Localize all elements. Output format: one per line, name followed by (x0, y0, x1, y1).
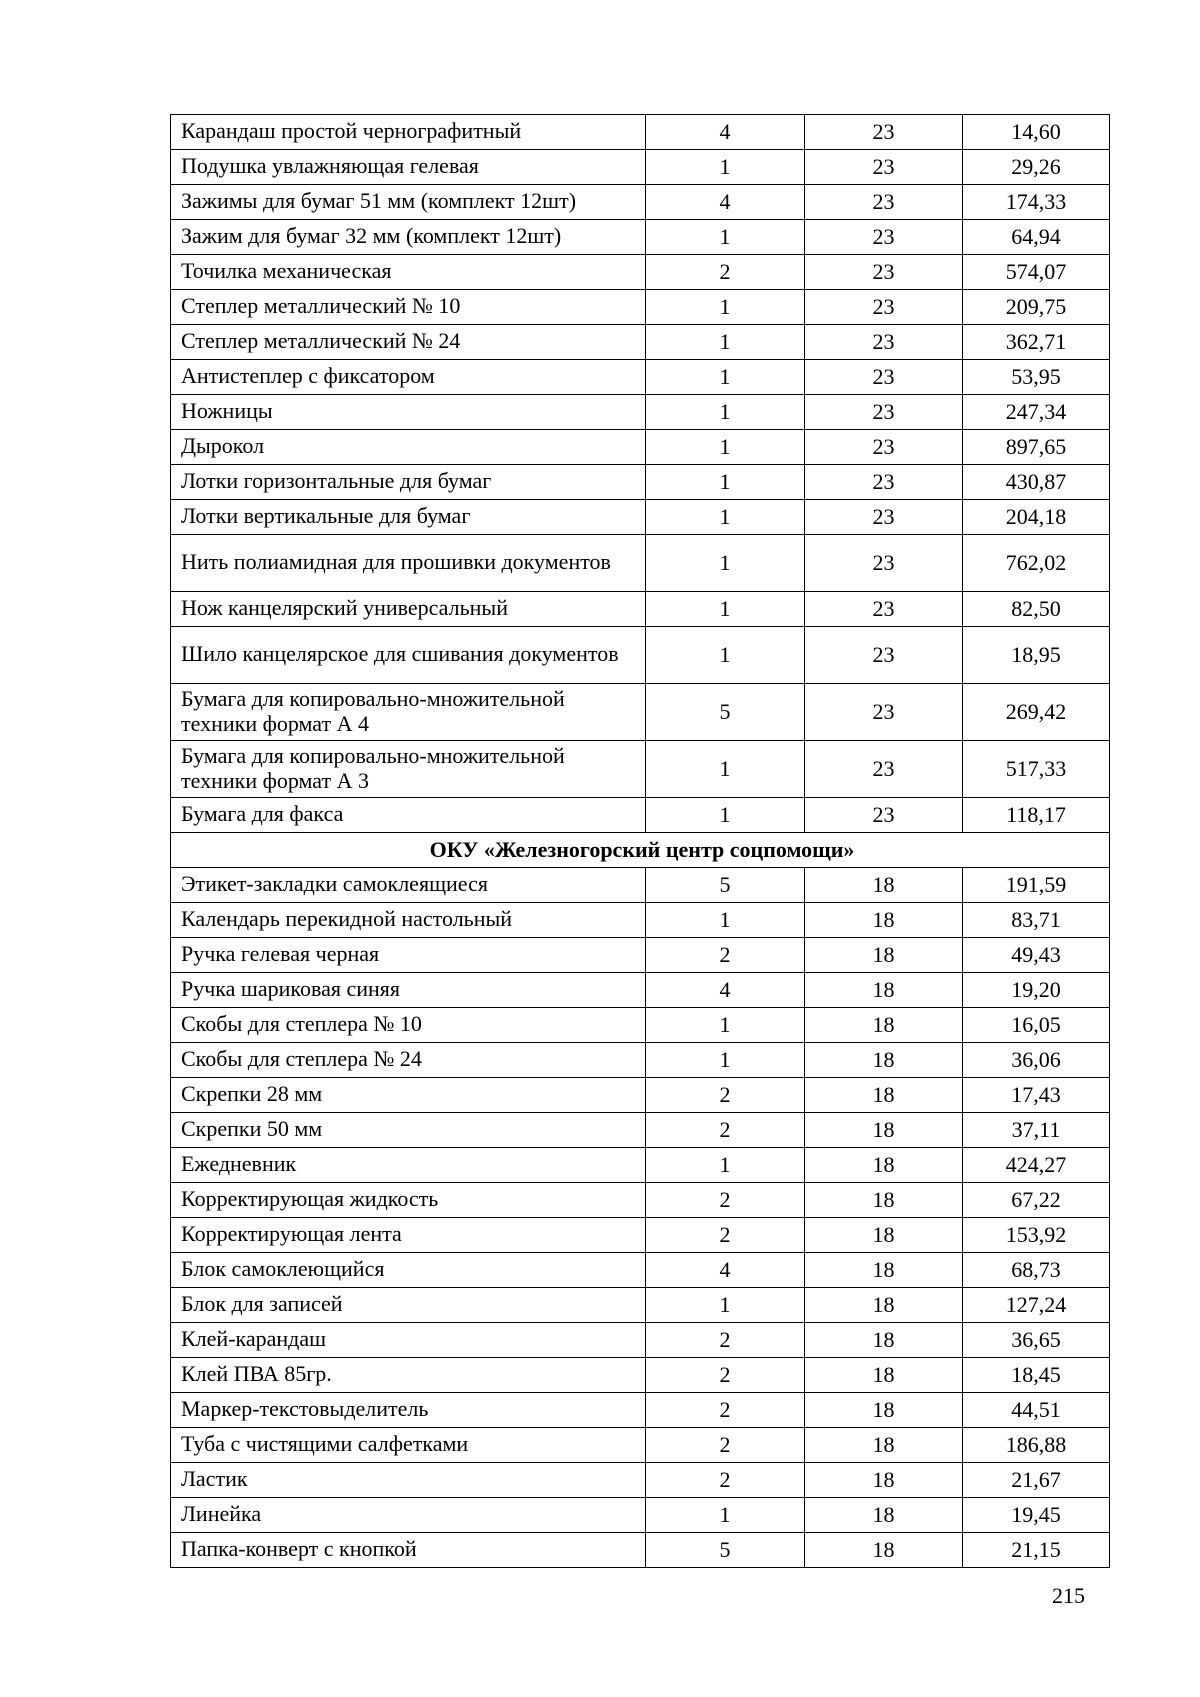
price-cell: 21,67 (963, 1463, 1110, 1498)
quantity-cell: 1 (646, 903, 805, 938)
item-name-cell: Зажимы для бумаг 51 мм (комплект 12шт) (171, 185, 646, 220)
quantity-cell: 1 (646, 1498, 805, 1533)
count-cell: 18 (805, 1148, 963, 1183)
table-row (171, 150, 1110, 185)
quantity-cell: 2 (646, 255, 805, 290)
table-row (171, 684, 1110, 741)
table-row (171, 1463, 1110, 1498)
quantity-cell: 1 (646, 741, 805, 798)
table-row (171, 938, 1110, 973)
count-cell: 23 (805, 290, 963, 325)
count-cell: 18 (805, 1183, 963, 1218)
quantity-cell: 2 (646, 1463, 805, 1498)
quantity-cell: 5 (646, 868, 805, 903)
price-cell: 67,22 (963, 1183, 1110, 1218)
count-cell: 18 (805, 1218, 963, 1253)
price-cell: 14,60 (963, 115, 1110, 150)
quantity-cell: 1 (646, 500, 805, 535)
section-header-row (171, 833, 1110, 868)
item-name-cell: Этикет-закладки самоклеящиеся (171, 868, 646, 903)
price-cell: 29,26 (963, 150, 1110, 185)
count-cell: 23 (805, 465, 963, 500)
price-cell: 209,75 (963, 290, 1110, 325)
count-cell: 18 (805, 1043, 963, 1078)
table-row (171, 395, 1110, 430)
price-cell: 269,42 (963, 684, 1110, 741)
item-name-cell: Ручка гелевая черная (171, 938, 646, 973)
table-row (171, 1428, 1110, 1463)
price-cell: 68,73 (963, 1253, 1110, 1288)
table-row (171, 360, 1110, 395)
item-name-cell: Бумага для копировально-множительной техники формат А 3 (171, 741, 646, 798)
quantity-cell: 2 (646, 1218, 805, 1253)
item-name-cell: Блок для записей (171, 1288, 646, 1323)
item-name-cell: Нож канцелярский универсальный (171, 592, 646, 627)
quantity-cell: 1 (646, 325, 805, 360)
price-cell: 17,43 (963, 1078, 1110, 1113)
table-row (171, 500, 1110, 535)
supplies-table (170, 114, 1110, 1568)
table-row (171, 1113, 1110, 1148)
table-row (171, 115, 1110, 150)
item-name-cell: Скобы для степлера № 10 (171, 1008, 646, 1043)
count-cell: 23 (805, 395, 963, 430)
price-cell: 53,95 (963, 360, 1110, 395)
count-cell: 23 (805, 115, 963, 150)
item-name-cell: Ежедневник (171, 1148, 646, 1183)
table-row (171, 290, 1110, 325)
price-cell: 191,59 (963, 868, 1110, 903)
count-cell: 18 (805, 1393, 963, 1428)
count-cell: 23 (805, 255, 963, 290)
table-row (171, 1533, 1110, 1568)
item-name-cell: Клей ПВА 85гр. (171, 1358, 646, 1393)
item-name-cell: Папка-конверт с кнопкой (171, 1533, 646, 1568)
price-cell: 19,20 (963, 973, 1110, 1008)
count-cell: 23 (805, 741, 963, 798)
quantity-cell: 1 (646, 1008, 805, 1043)
count-cell: 18 (805, 1533, 963, 1568)
item-name-cell: Скрепки 28 мм (171, 1078, 646, 1113)
quantity-cell: 1 (646, 1288, 805, 1323)
count-cell: 23 (805, 185, 963, 220)
price-cell: 44,51 (963, 1393, 1110, 1428)
quantity-cell: 1 (646, 592, 805, 627)
price-cell: 18,95 (963, 627, 1110, 684)
quantity-cell: 1 (646, 220, 805, 255)
price-cell: 424,27 (963, 1148, 1110, 1183)
price-cell: 574,07 (963, 255, 1110, 290)
quantity-cell: 2 (646, 1183, 805, 1218)
item-name-cell: Подушка увлажняющая гелевая (171, 150, 646, 185)
table-row (171, 1393, 1110, 1428)
quantity-cell: 2 (646, 938, 805, 973)
quantity-cell: 1 (646, 1148, 805, 1183)
count-cell: 18 (805, 1008, 963, 1043)
item-name-cell: Лотки вертикальные для бумаг (171, 500, 646, 535)
price-cell: 186,88 (963, 1428, 1110, 1463)
table-row (171, 741, 1110, 798)
item-name-cell: Карандаш простой чернографитный (171, 115, 646, 150)
item-name-cell: Антистеплер с фиксатором (171, 360, 646, 395)
item-name-cell: Ручка шариковая синяя (171, 973, 646, 1008)
quantity-cell: 1 (646, 627, 805, 684)
count-cell: 18 (805, 1428, 963, 1463)
count-cell: 18 (805, 903, 963, 938)
table-row (171, 1358, 1110, 1393)
table-row (171, 1498, 1110, 1533)
price-cell: 64,94 (963, 220, 1110, 255)
item-name-cell: Степлер металлический № 24 (171, 325, 646, 360)
quantity-cell: 4 (646, 1253, 805, 1288)
table-row (171, 255, 1110, 290)
page-number: 215 (1052, 1583, 1085, 1608)
count-cell: 18 (805, 1498, 963, 1533)
count-cell: 18 (805, 1113, 963, 1148)
quantity-cell: 1 (646, 290, 805, 325)
quantity-cell: 1 (646, 798, 805, 833)
count-cell: 23 (805, 325, 963, 360)
quantity-cell: 2 (646, 1113, 805, 1148)
item-name-cell: Зажим для бумаг 32 мм (комплект 12шт) (171, 220, 646, 255)
item-name-cell: Ножницы (171, 395, 646, 430)
count-cell: 23 (805, 798, 963, 833)
price-cell: 49,43 (963, 938, 1110, 973)
item-name-cell: Корректирующая жидкость (171, 1183, 646, 1218)
table-row (171, 903, 1110, 938)
price-cell: 127,24 (963, 1288, 1110, 1323)
quantity-cell: 1 (646, 465, 805, 500)
price-cell: 36,65 (963, 1323, 1110, 1358)
price-cell: 517,33 (963, 741, 1110, 798)
table-row (171, 1008, 1110, 1043)
count-cell: 23 (805, 500, 963, 535)
count-cell: 23 (805, 150, 963, 185)
price-cell: 174,33 (963, 185, 1110, 220)
price-cell: 897,65 (963, 430, 1110, 465)
price-cell: 247,34 (963, 395, 1110, 430)
quantity-cell: 2 (646, 1393, 805, 1428)
table-row (171, 868, 1110, 903)
count-cell: 18 (805, 973, 963, 1008)
price-cell: 19,45 (963, 1498, 1110, 1533)
count-cell: 23 (805, 627, 963, 684)
table-row (171, 430, 1110, 465)
item-name-cell: Календарь перекидной настольный (171, 903, 646, 938)
count-cell: 18 (805, 1463, 963, 1498)
quantity-cell: 2 (646, 1078, 805, 1113)
table-row (171, 798, 1110, 833)
count-cell: 23 (805, 684, 963, 741)
count-cell: 18 (805, 1358, 963, 1393)
price-cell: 36,06 (963, 1043, 1110, 1078)
quantity-cell: 1 (646, 360, 805, 395)
price-cell: 362,71 (963, 325, 1110, 360)
count-cell: 18 (805, 1288, 963, 1323)
item-name-cell: Степлер металлический № 10 (171, 290, 646, 325)
supplies-table-body (171, 115, 1110, 1568)
table-row (171, 1288, 1110, 1323)
price-cell: 16,05 (963, 1008, 1110, 1043)
item-name-cell: Скрепки 50 мм (171, 1113, 646, 1148)
count-cell: 18 (805, 938, 963, 973)
item-name-cell: Ластик (171, 1463, 646, 1498)
price-cell: 153,92 (963, 1218, 1110, 1253)
count-cell: 23 (805, 430, 963, 465)
table-row (171, 325, 1110, 360)
price-cell: 18,45 (963, 1358, 1110, 1393)
item-name-cell: Дырокол (171, 430, 646, 465)
item-name-cell: Бумага для копировально-множительной техники формат А 4 (171, 684, 646, 741)
table-row (171, 1218, 1110, 1253)
section-title: ОКУ «Железногорский центр соцпомощи» (171, 833, 1110, 868)
table-row (171, 1043, 1110, 1078)
item-name-cell: Туба с чистящими салфетками (171, 1428, 646, 1463)
item-name-cell: Шило канцелярское для сшивания документов (171, 627, 646, 684)
price-cell: 118,17 (963, 798, 1110, 833)
quantity-cell: 4 (646, 185, 805, 220)
item-name-cell: Нить полиамидная для прошивки документов (171, 535, 646, 592)
quantity-cell: 1 (646, 395, 805, 430)
table-row (171, 185, 1110, 220)
item-name-cell: Бумага для факса (171, 798, 646, 833)
count-cell: 23 (805, 592, 963, 627)
quantity-cell: 1 (646, 150, 805, 185)
count-cell: 23 (805, 220, 963, 255)
table-row (171, 1253, 1110, 1288)
quantity-cell: 2 (646, 1323, 805, 1358)
table-row (171, 465, 1110, 500)
price-cell: 37,11 (963, 1113, 1110, 1148)
item-name-cell: Точилка механическая (171, 255, 646, 290)
item-name-cell: Клей-карандаш (171, 1323, 646, 1358)
price-cell: 762,02 (963, 535, 1110, 592)
price-cell: 430,87 (963, 465, 1110, 500)
quantity-cell: 5 (646, 1533, 805, 1568)
table-row (171, 1323, 1110, 1358)
quantity-cell: 4 (646, 115, 805, 150)
item-name-cell: Скобы для степлера № 24 (171, 1043, 646, 1078)
quantity-cell: 2 (646, 1428, 805, 1463)
price-cell: 83,71 (963, 903, 1110, 938)
quantity-cell: 1 (646, 430, 805, 465)
quantity-cell: 1 (646, 535, 805, 592)
table-row (171, 535, 1110, 592)
item-name-cell: Корректирующая лента (171, 1218, 646, 1253)
table-row (171, 220, 1110, 255)
price-cell: 82,50 (963, 592, 1110, 627)
count-cell: 18 (805, 1323, 963, 1358)
quantity-cell: 4 (646, 973, 805, 1008)
count-cell: 18 (805, 1078, 963, 1113)
count-cell: 18 (805, 868, 963, 903)
price-cell: 204,18 (963, 500, 1110, 535)
price-cell: 21,15 (963, 1533, 1110, 1568)
count-cell: 23 (805, 360, 963, 395)
table-row (171, 627, 1110, 684)
table-row (171, 973, 1110, 1008)
item-name-cell: Лотки горизонтальные для бумаг (171, 465, 646, 500)
count-cell: 23 (805, 535, 963, 592)
count-cell: 18 (805, 1253, 963, 1288)
quantity-cell: 2 (646, 1358, 805, 1393)
table-row (171, 1078, 1110, 1113)
quantity-cell: 1 (646, 1043, 805, 1078)
table-row (171, 592, 1110, 627)
item-name-cell: Маркер-текстовыделитель (171, 1393, 646, 1428)
table-row (171, 1148, 1110, 1183)
quantity-cell: 5 (646, 684, 805, 741)
item-name-cell: Линейка (171, 1498, 646, 1533)
item-name-cell: Блок самоклеющийся (171, 1253, 646, 1288)
table-row (171, 1183, 1110, 1218)
